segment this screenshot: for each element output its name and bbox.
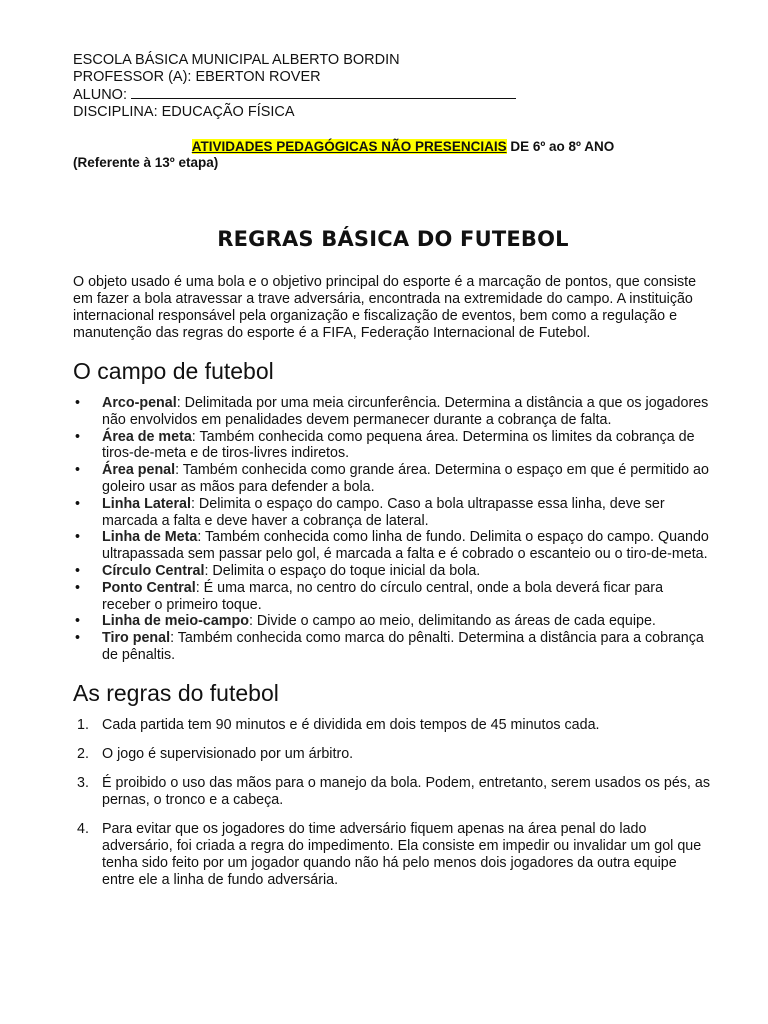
definition-item [73,613,713,630]
definition-text: : Também conhecida como linha de fundo. Delimita o espaço do campo. Quando ultrapassada sem passar pelo gol, é marcada a falta e é cobrado o escanteio ou o tiro-de-meta. [102,529,709,563]
bullet-icon: • [75,495,81,512]
bullet-icon: • [75,395,81,411]
teacher-line: PROFESSOR (A): EBERTON ROVER [73,69,321,85]
rule-number: 1. [77,716,89,733]
rule-number: 4. [77,820,89,837]
rule-item [73,717,713,734]
student-line [73,86,713,104]
definition-term: Círculo Central [102,562,205,579]
definition-text: : Divide o campo ao meio, delimitando as áreas de cada equipe. [248,613,656,630]
rule-item [73,821,713,889]
definition-text: : É uma marca, no centro do círculo central, onde a bola deverá ficar para receber o primeiro toque. [102,579,664,613]
rules-section-heading: As regras do futebol [73,679,279,706]
definition-term: Arco-penal [102,395,177,411]
school-name: ESCOLA BÁSICA MUNICIPAL ALBERTO BORDIN [73,52,400,68]
definition-term: Linha de Meta [102,529,198,546]
student-name-blank [131,86,516,99]
definition-item [73,630,713,664]
rule-number: 2. [77,745,89,762]
intro-paragraph: O objeto usado é uma bola e o objetivo principal do esporte é a marcação de pontos, que consiste em fazer a bola atravessar a trave adversária, encontrada na extremidade do campo. A instituição internacional responsável pela organização e fiscalização de eventos, bem como a regulação e manutenção das regras do esporte é a FIFA, Federação Internacional de Futebol. [73,274,697,341]
bullet-icon: • [75,613,81,630]
activities-highlight: ATIVIDADES PEDAGÓGICAS NÃO PRESENCIAIS [191,139,507,154]
definition-item [73,429,713,463]
definition-item [73,496,713,530]
activities-line [73,139,713,155]
definition-item [73,580,713,614]
definition-item [73,563,713,580]
definition-item [73,462,713,496]
field-definitions-list [73,395,713,664]
rule-text: O jogo é supervisionado por um árbitro. [102,745,354,762]
rule-item [73,775,713,809]
bullet-icon: • [75,630,81,647]
bullet-icon: • [75,462,81,479]
definition-term: Área penal [102,462,176,479]
definition-term: Linha Lateral [102,495,191,512]
rule-item [73,746,713,763]
definition-item [73,395,713,429]
subject-line: DISCIPLINA: EDUCAÇÃO FÍSICA [73,104,295,120]
definition-term: Linha de meio-campo [102,613,249,630]
definition-text: : Também conhecida como pequena área. Determina os limites da cobrança de tiros-de-meta e de tiros-livres indiretos. [102,428,695,462]
rule-text: Cada partida tem 90 minutos e é dividida em dois tempos de 45 minutos cada. [102,716,600,733]
activities-grade: DE 6º ao 8º ANO [506,139,615,154]
rule-text: Para evitar que os jogadores do time adversário fiquem apenas na área penal do lado adversário, foi criada a regra do impedimento. Ela consiste em impedir ou invalidar um gol que tenha sido feito por um jogador quando não há pelo menos dois jogadores da outra equipe entre ele a linha de fundo adversária. [102,820,702,888]
definition-term: Tiro penal [102,630,171,647]
bullet-icon: • [75,579,81,596]
definition-item [73,529,713,563]
rule-text: É proibido o uso das mãos para o manejo da bola. Podem, entretanto, serem usados os pés, as pernas, o tronco e a cabeça. [102,774,710,808]
rules-list [73,717,713,889]
rule-number: 3. [77,774,89,791]
definition-text: : Delimita o espaço do campo. Caso a bola ultrapasse essa linha, deve ser marcada a falta e deve haver a cobrança de lateral. [102,495,665,529]
definition-text: : Também conhecida como marca do pênalti. Determina a distância para a cobrança de pênaltis. [102,630,704,663]
definition-text: : Também conhecida como grande área. Determina o espaço em que é permitido ao goleiro usar as mãos para defender a bola. [102,462,709,495]
definition-term: Ponto Central [102,579,196,596]
definition-text: : Delimitada por uma meia circunferência. Determina a distância a que os jogadores não envolvidos em penalidades devem permanecer durante a cobrança de falta. [102,395,709,428]
document-page [73,52,713,901]
field-section-heading: O campo de futebol [73,358,274,384]
stage-reference: (Referente à 13º etapa) [73,155,219,170]
definition-text: : Delimita o espaço do toque inicial da bola. [204,562,481,579]
bullet-icon: • [75,428,81,445]
bullet-icon: • [75,529,81,546]
page-title: REGRAS BÁSICA DO FUTEBOL [217,227,569,251]
bullet-icon: • [75,562,81,579]
student-label: ALUNO: [73,87,127,103]
definition-term: Área de meta [102,428,192,445]
